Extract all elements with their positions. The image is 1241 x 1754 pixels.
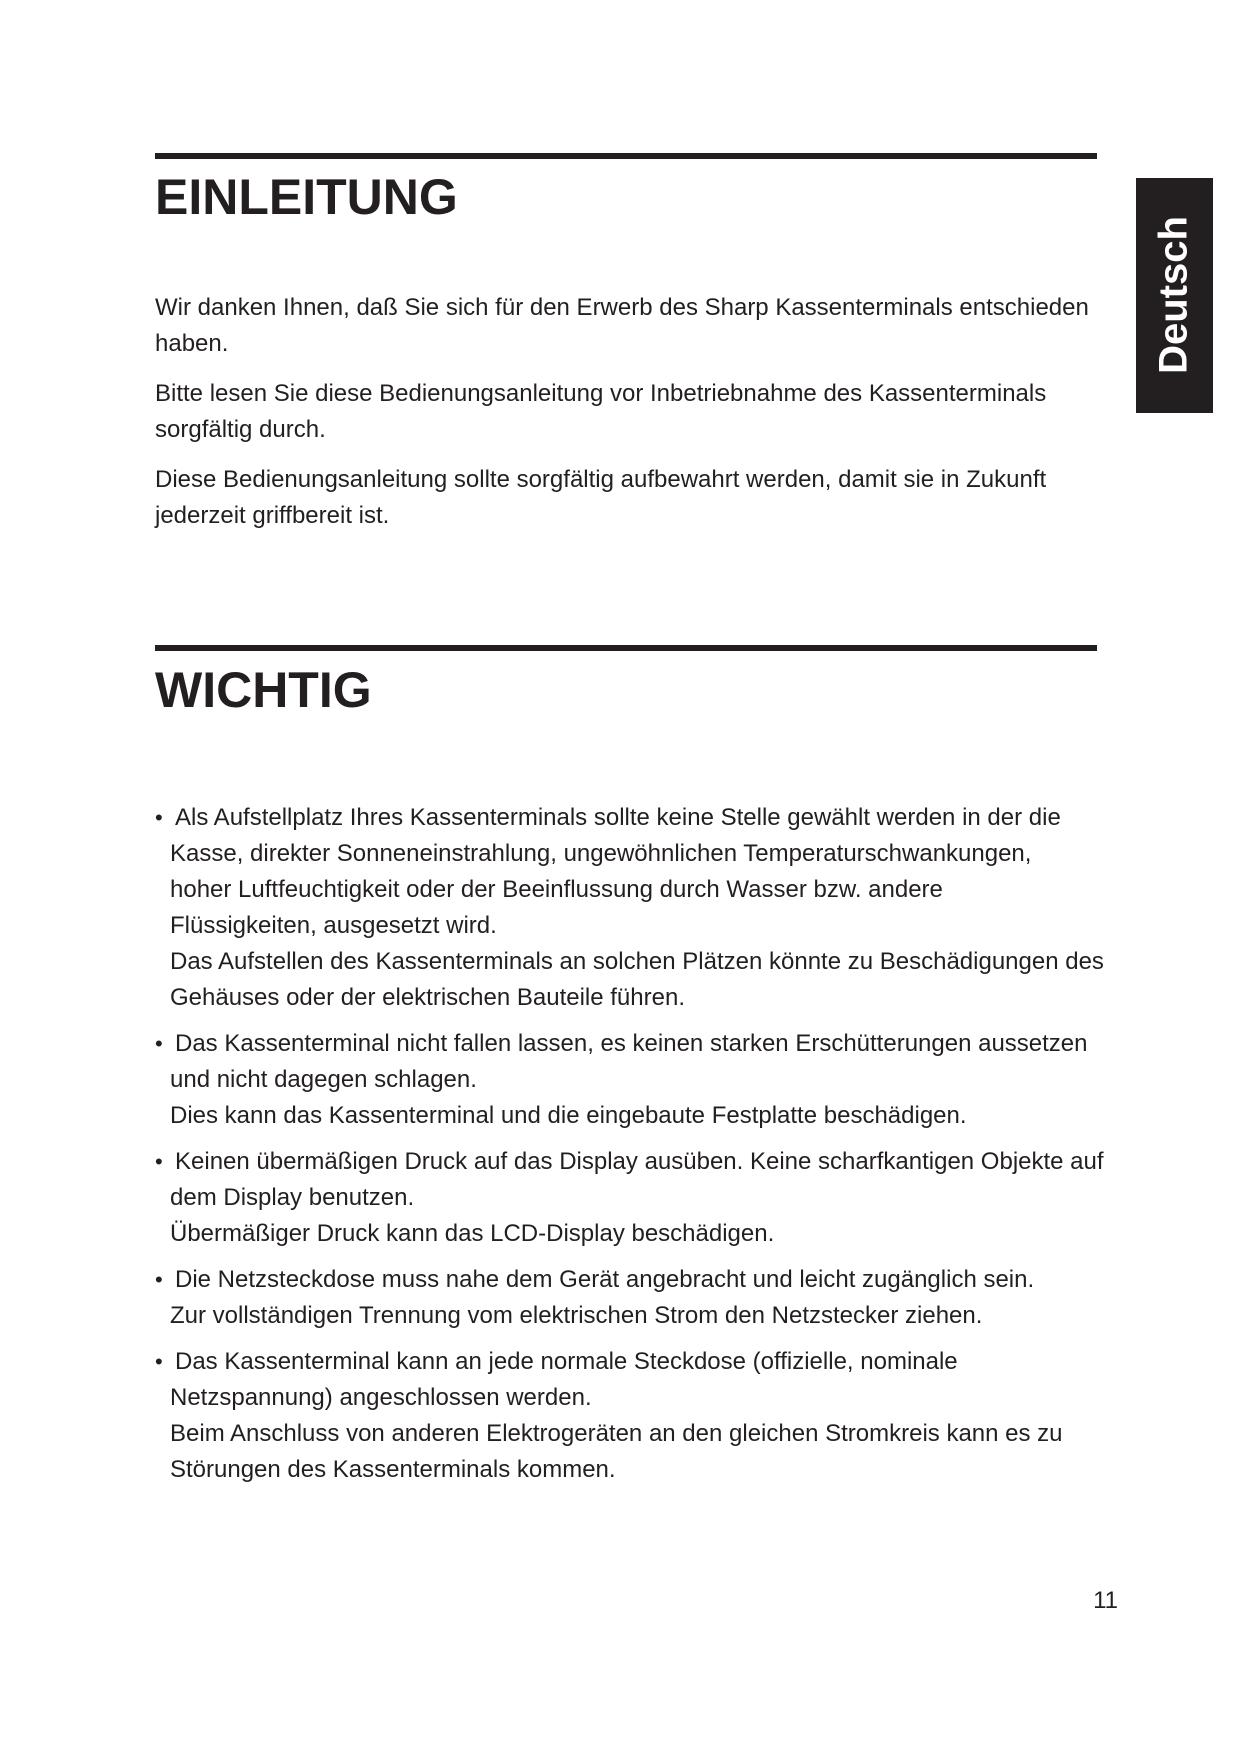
bullet-line: dem Display benutzen. (170, 1184, 415, 1211)
bullet-item (155, 800, 1140, 1016)
bullet-line: Übermäßiger Druck kann das LCD-Display beschädigen. (170, 1220, 775, 1247)
bullet-item (155, 1262, 1140, 1334)
bullet-line: Netzspannung) angeschlossen werden. (170, 1384, 592, 1411)
bullet-icon: • (155, 805, 163, 830)
section-rule-intro (155, 153, 1097, 159)
bullet-line: Beim Anschluss von anderen Elektrogeräten an den gleichen Stromkreis kann es zu (170, 1420, 1063, 1447)
bullet-icon: • (155, 1267, 163, 1292)
intro-paragraph-line: Diese Bedienungsanleitung sollte sorgfältig aufbewahrt werden, damit sie in Zukunft (155, 466, 1047, 493)
bullet-line: Störungen des Kassenterminals kommen. (170, 1456, 616, 1483)
bullet-line: Das Kassenterminal nicht fallen lassen, es keinen starken Erschütterungen aussetzen (175, 1030, 1088, 1057)
bullet-line: Gehäuses oder der elektrischen Bauteile führen. (170, 984, 685, 1011)
bullet-item (155, 1144, 1140, 1252)
bullet-line: Zur vollständigen Trennung vom elektrischen Strom den Netzstecker ziehen. (170, 1302, 983, 1329)
bullet-line: Kasse, direkter Sonneneinstrahlung, ungewöhnlichen Temperaturschwankungen, (170, 840, 1032, 867)
bullet-line: Das Kassenterminal kann an jede normale Steckdose (offizielle, nominale (175, 1348, 958, 1375)
bullet-item (155, 1344, 1140, 1488)
page-number: 11 (1093, 1587, 1118, 1614)
bullet-line: Das Aufstellen des Kassenterminals an solchen Plätzen könnte zu Beschädigungen des (170, 948, 1104, 975)
bullet-line: Die Netzsteckdose muss nahe dem Gerät angebracht und leicht zugänglich sein. (175, 1266, 1035, 1293)
bullet-line: hoher Luftfeuchtigkeit oder der Beeinflussung durch Wasser bzw. andere (170, 876, 943, 903)
intro-paragraph (155, 376, 1115, 448)
intro-paragraph-line: sorgfältig durch. (155, 416, 326, 443)
bullet-icon: • (155, 1349, 163, 1374)
intro-paragraph (155, 290, 1115, 362)
intro-paragraph (155, 462, 1115, 534)
bullet-line: und nicht dagegen schlagen. (170, 1066, 477, 1093)
intro-body (155, 290, 1115, 548)
section-title-important: WICHTIG (155, 662, 372, 718)
section-rule-important (155, 645, 1097, 651)
bullet-line: Dies kann das Kassenterminal und die eingebaute Festplatte beschädigen. (170, 1102, 967, 1129)
intro-paragraph-line: Bitte lesen Sie diese Bedienungsanleitung vor Inbetriebnahme des Kassenterminals (155, 380, 1047, 407)
language-tab-label: Deutsch (1151, 216, 1196, 374)
important-bullet-list (155, 800, 1140, 1498)
intro-paragraph-line: jederzeit griffbereit ist. (155, 502, 390, 529)
intro-paragraph-line: haben. (155, 330, 229, 357)
bullet-item (155, 1026, 1140, 1134)
bullet-line: Als Aufstellplatz Ihres Kassenterminals sollte keine Stelle gewählt werden in der die (175, 804, 1061, 831)
bullet-line: Flüssigkeiten, ausgesetzt wird. (170, 912, 497, 939)
bullet-line: Keinen übermäßigen Druck auf das Display ausüben. Keine scharfkantigen Objekte auf (175, 1148, 1104, 1175)
section-title-intro: EINLEITUNG (155, 169, 458, 225)
intro-paragraph-line: Wir danken Ihnen, daß Sie sich für den Erwerb des Sharp Kassenterminals entschieden (155, 294, 1089, 321)
bullet-icon: • (155, 1031, 163, 1056)
bullet-icon: • (155, 1149, 163, 1174)
language-tab (1136, 178, 1213, 413)
